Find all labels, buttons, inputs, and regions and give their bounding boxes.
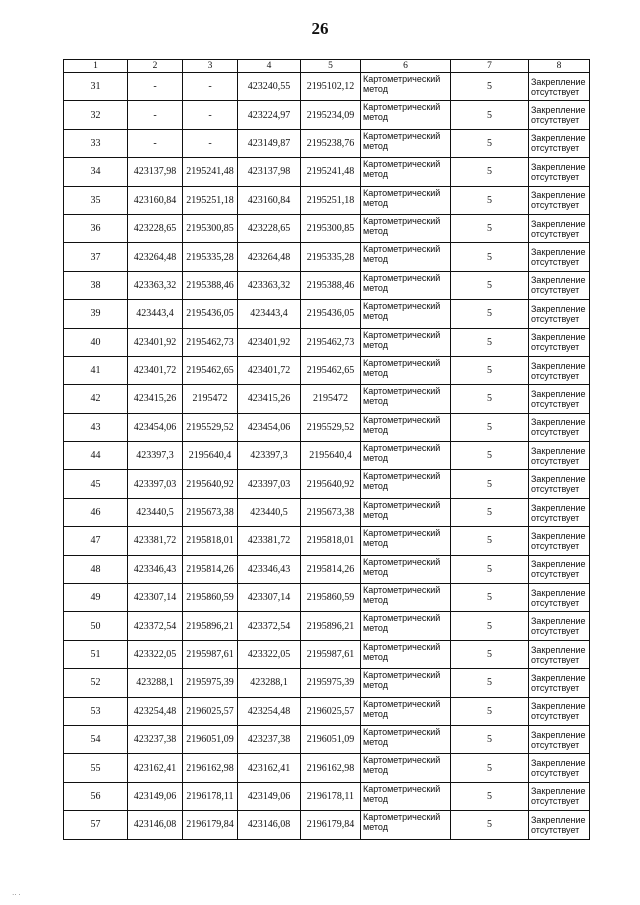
table-row [64, 73, 590, 101]
accuracy-cell: 5 [451, 385, 529, 413]
x-new-cell: 423149,87 [238, 129, 301, 157]
x-new-cell: 423228,65 [238, 214, 301, 242]
y-new-cell: 2195529,52 [301, 413, 361, 441]
table-row [64, 101, 590, 129]
x-old-cell: 423264,48 [128, 243, 183, 271]
table-row [64, 385, 590, 413]
x-new-cell: 423346,43 [238, 555, 301, 583]
method-cell: Картометрический метод [361, 73, 451, 101]
y-new-cell: 2195241,48 [301, 158, 361, 186]
x-new-cell: 423240,55 [238, 73, 301, 101]
y-new-cell: 2195975,39 [301, 669, 361, 697]
point-number-cell: 55 [64, 754, 128, 782]
x-new-cell: 423264,48 [238, 243, 301, 271]
point-number-cell: 37 [64, 243, 128, 271]
y-old-cell: 2196025,57 [183, 697, 238, 725]
table-row [64, 669, 590, 697]
method-cell: Картометрический метод [361, 725, 451, 753]
method-cell: Картометрический метод [361, 243, 451, 271]
x-new-cell: 423372,54 [238, 612, 301, 640]
point-number-cell: 42 [64, 385, 128, 413]
accuracy-cell: 5 [451, 782, 529, 810]
method-cell: Картометрический метод [361, 300, 451, 328]
table-row [64, 300, 590, 328]
y-new-cell: 2195251,18 [301, 186, 361, 214]
x-old-cell: 423237,38 [128, 725, 183, 753]
x-old-cell: 423401,92 [128, 328, 183, 356]
fixation-cell: Закрепление отсутствует [529, 697, 590, 725]
y-old-cell: 2196051,09 [183, 725, 238, 753]
accuracy-cell: 5 [451, 697, 529, 725]
fixation-cell: Закрепление отсутствует [529, 754, 590, 782]
table-row [64, 186, 590, 214]
point-number-cell: 36 [64, 214, 128, 242]
y-old-cell: 2195388,46 [183, 271, 238, 299]
y-new-cell: 2195640,4 [301, 442, 361, 470]
point-number-cell: 40 [64, 328, 128, 356]
point-number-cell: 38 [64, 271, 128, 299]
column-header: 7 [451, 60, 529, 73]
x-old-cell: 423346,43 [128, 555, 183, 583]
x-new-cell: 423440,5 [238, 498, 301, 526]
accuracy-cell: 5 [451, 612, 529, 640]
column-header: 5 [301, 60, 361, 73]
table-row [64, 612, 590, 640]
method-cell: Картометрический метод [361, 413, 451, 441]
method-cell: Картометрический метод [361, 584, 451, 612]
x-old-cell: - [128, 101, 183, 129]
table-row [64, 555, 590, 583]
point-number-cell: 49 [64, 584, 128, 612]
x-old-cell: 423401,72 [128, 356, 183, 384]
x-old-cell: 423454,06 [128, 413, 183, 441]
point-number-cell: 32 [64, 101, 128, 129]
accuracy-cell: 5 [451, 498, 529, 526]
point-number-cell: 35 [64, 186, 128, 214]
point-number-cell: 43 [64, 413, 128, 441]
fixation-cell: Закрепление отсутствует [529, 782, 590, 810]
accuracy-cell: 5 [451, 669, 529, 697]
x-old-cell: 423307,14 [128, 584, 183, 612]
x-old-cell: 423162,41 [128, 754, 183, 782]
x-old-cell: 423137,98 [128, 158, 183, 186]
column-header: 2 [128, 60, 183, 73]
table-row [64, 811, 590, 839]
point-number-cell: 44 [64, 442, 128, 470]
y-old-cell: 2195462,73 [183, 328, 238, 356]
y-old-cell: 2195818,01 [183, 527, 238, 555]
accuracy-cell: 5 [451, 442, 529, 470]
method-cell: Картометрический метод [361, 271, 451, 299]
y-old-cell: - [183, 129, 238, 157]
x-old-cell: 423149,06 [128, 782, 183, 810]
fixation-cell: Закрепление отсутствует [529, 640, 590, 668]
y-old-cell: 2195436,05 [183, 300, 238, 328]
y-new-cell: 2196051,09 [301, 725, 361, 753]
table-row [64, 470, 590, 498]
point-number-cell: 50 [64, 612, 128, 640]
y-new-cell: 2195462,73 [301, 328, 361, 356]
accuracy-cell: 5 [451, 158, 529, 186]
x-old-cell: 423443,4 [128, 300, 183, 328]
point-number-cell: 33 [64, 129, 128, 157]
point-number-cell: 46 [64, 498, 128, 526]
x-old-cell: 423322,05 [128, 640, 183, 668]
y-new-cell: 2195436,05 [301, 300, 361, 328]
accuracy-cell: 5 [451, 186, 529, 214]
point-number-cell: 34 [64, 158, 128, 186]
y-old-cell: - [183, 73, 238, 101]
point-number-cell: 51 [64, 640, 128, 668]
point-number-cell: 52 [64, 669, 128, 697]
y-new-cell: 2196162,98 [301, 754, 361, 782]
fixation-cell: Закрепление отсутствует [529, 669, 590, 697]
y-new-cell: 2195388,46 [301, 271, 361, 299]
point-number-cell: 47 [64, 527, 128, 555]
method-cell: Картометрический метод [361, 470, 451, 498]
method-cell: Картометрический метод [361, 697, 451, 725]
point-number-cell: 31 [64, 73, 128, 101]
fixation-cell: Закрепление отсутствует [529, 271, 590, 299]
y-new-cell: 2195462,65 [301, 356, 361, 384]
y-old-cell: 2195975,39 [183, 669, 238, 697]
method-cell: Картометрический метод [361, 754, 451, 782]
fixation-cell: Закрепление отсутствует [529, 101, 590, 129]
table-body [64, 73, 590, 840]
fixation-cell: Закрепление отсутствует [529, 725, 590, 753]
fixation-cell: Закрепление отсутствует [529, 811, 590, 839]
x-old-cell: 423146,08 [128, 811, 183, 839]
y-old-cell: 2195860,59 [183, 584, 238, 612]
x-new-cell: 423401,72 [238, 356, 301, 384]
y-new-cell: 2196025,57 [301, 697, 361, 725]
x-new-cell: 423363,32 [238, 271, 301, 299]
accuracy-cell: 5 [451, 73, 529, 101]
x-old-cell: 423288,1 [128, 669, 183, 697]
point-number-cell: 57 [64, 811, 128, 839]
fixation-cell: Закрепление отсутствует [529, 214, 590, 242]
y-old-cell: 2196178,11 [183, 782, 238, 810]
y-new-cell: 2195238,76 [301, 129, 361, 157]
x-new-cell: 423454,06 [238, 413, 301, 441]
y-new-cell: 2195472 [301, 385, 361, 413]
column-header: 6 [361, 60, 451, 73]
x-new-cell: 423397,03 [238, 470, 301, 498]
point-number-cell: 45 [64, 470, 128, 498]
point-number-cell: 39 [64, 300, 128, 328]
method-cell: Картометрический метод [361, 101, 451, 129]
x-old-cell: 423440,5 [128, 498, 183, 526]
y-old-cell: 2195673,38 [183, 498, 238, 526]
accuracy-cell: 5 [451, 129, 529, 157]
fixation-cell: Закрепление отсутствует [529, 328, 590, 356]
fixation-cell: Закрепление отсутствует [529, 555, 590, 583]
x-old-cell: 423372,54 [128, 612, 183, 640]
x-new-cell: 423254,48 [238, 697, 301, 725]
table-row [64, 527, 590, 555]
x-new-cell: 423443,4 [238, 300, 301, 328]
x-new-cell: 423322,05 [238, 640, 301, 668]
x-new-cell: 423146,08 [238, 811, 301, 839]
accuracy-cell: 5 [451, 640, 529, 668]
x-new-cell: 423149,06 [238, 782, 301, 810]
table-row [64, 782, 590, 810]
fixation-cell: Закрепление отсутствует [529, 186, 590, 214]
column-header: 4 [238, 60, 301, 73]
fixation-cell: Закрепление отсутствует [529, 243, 590, 271]
x-new-cell: 423162,41 [238, 754, 301, 782]
x-old-cell: 423397,3 [128, 442, 183, 470]
y-old-cell: 2196162,98 [183, 754, 238, 782]
x-new-cell: 423137,98 [238, 158, 301, 186]
y-new-cell: 2195818,01 [301, 527, 361, 555]
table-row [64, 754, 590, 782]
method-cell: Картометрический метод [361, 385, 451, 413]
point-number-cell: 53 [64, 697, 128, 725]
x-new-cell: 423401,92 [238, 328, 301, 356]
y-old-cell: 2195241,48 [183, 158, 238, 186]
table-row [64, 725, 590, 753]
method-cell: Картометрический метод [361, 555, 451, 583]
column-header: 3 [183, 60, 238, 73]
table-row [64, 356, 590, 384]
x-new-cell: 423160,84 [238, 186, 301, 214]
column-header: 1 [64, 60, 128, 73]
method-cell: Картометрический метод [361, 612, 451, 640]
y-new-cell: 2195102,12 [301, 73, 361, 101]
y-new-cell: 2196179,84 [301, 811, 361, 839]
fixation-cell: Закрепление отсутствует [529, 73, 590, 101]
x-new-cell: 423381,72 [238, 527, 301, 555]
point-number-cell: 41 [64, 356, 128, 384]
method-cell: Картометрический метод [361, 527, 451, 555]
x-old-cell: - [128, 73, 183, 101]
x-old-cell: 423397,03 [128, 470, 183, 498]
footer-mark: ·· · [12, 891, 21, 899]
accuracy-cell: 5 [451, 811, 529, 839]
table-row [64, 243, 590, 271]
fixation-cell: Закрепление отсутствует [529, 385, 590, 413]
accuracy-cell: 5 [451, 101, 529, 129]
method-cell: Картометрический метод [361, 640, 451, 668]
coordinates-table [63, 59, 590, 840]
accuracy-cell: 5 [451, 584, 529, 612]
accuracy-cell: 5 [451, 470, 529, 498]
x-new-cell: 423307,14 [238, 584, 301, 612]
x-old-cell: 423363,32 [128, 271, 183, 299]
accuracy-cell: 5 [451, 300, 529, 328]
x-old-cell: - [128, 129, 183, 157]
y-new-cell: 2195896,21 [301, 612, 361, 640]
method-cell: Картометрический метод [361, 356, 451, 384]
y-new-cell: 2195987,61 [301, 640, 361, 668]
accuracy-cell: 5 [451, 725, 529, 753]
method-cell: Картометрический метод [361, 328, 451, 356]
y-old-cell: 2195472 [183, 385, 238, 413]
x-new-cell: 423237,38 [238, 725, 301, 753]
y-old-cell: 2195251,18 [183, 186, 238, 214]
table-header [64, 60, 590, 73]
page-number: 26 [311, 19, 329, 38]
fixation-cell: Закрепление отсутствует [529, 158, 590, 186]
table-row [64, 498, 590, 526]
table-row [64, 640, 590, 668]
y-new-cell: 2195335,28 [301, 243, 361, 271]
method-cell: Картометрический метод [361, 498, 451, 526]
x-old-cell: 423415,26 [128, 385, 183, 413]
accuracy-cell: 5 [451, 754, 529, 782]
x-old-cell: 423254,48 [128, 697, 183, 725]
y-old-cell: 2195640,92 [183, 470, 238, 498]
y-old-cell: 2195640,4 [183, 442, 238, 470]
y-old-cell: 2195814,26 [183, 555, 238, 583]
y-old-cell: 2195896,21 [183, 612, 238, 640]
fixation-cell: Закрепление отсутствует [529, 498, 590, 526]
y-old-cell: - [183, 101, 238, 129]
accuracy-cell: 5 [451, 555, 529, 583]
fixation-cell: Закрепление отсутствует [529, 356, 590, 384]
point-number-cell: 54 [64, 725, 128, 753]
method-cell: Картометрический метод [361, 811, 451, 839]
table-row [64, 413, 590, 441]
fixation-cell: Закрепление отсутствует [529, 442, 590, 470]
accuracy-cell: 5 [451, 243, 529, 271]
table-row [64, 271, 590, 299]
method-cell: Картометрический метод [361, 158, 451, 186]
accuracy-cell: 5 [451, 413, 529, 441]
method-cell: Картометрический метод [361, 669, 451, 697]
table-row [64, 584, 590, 612]
fixation-cell: Закрепление отсутствует [529, 612, 590, 640]
table-row [64, 158, 590, 186]
fixation-cell: Закрепление отсутствует [529, 584, 590, 612]
fixation-cell: Закрепление отсутствует [529, 129, 590, 157]
y-new-cell: 2195234,09 [301, 101, 361, 129]
x-new-cell: 423224,97 [238, 101, 301, 129]
x-old-cell: 423381,72 [128, 527, 183, 555]
x-new-cell: 423288,1 [238, 669, 301, 697]
method-cell: Картометрический метод [361, 129, 451, 157]
column-header: 8 [529, 60, 590, 73]
fixation-cell: Закрепление отсутствует [529, 470, 590, 498]
y-new-cell: 2195300,85 [301, 214, 361, 242]
fixation-cell: Закрепление отсутствует [529, 300, 590, 328]
y-old-cell: 2195300,85 [183, 214, 238, 242]
x-old-cell: 423160,84 [128, 186, 183, 214]
y-old-cell: 2195987,61 [183, 640, 238, 668]
y-old-cell: 2195462,65 [183, 356, 238, 384]
table-row [64, 129, 590, 157]
y-new-cell: 2195640,92 [301, 470, 361, 498]
header-row [64, 60, 590, 73]
method-cell: Картометрический метод [361, 186, 451, 214]
method-cell: Картометрический метод [361, 442, 451, 470]
y-new-cell: 2195814,26 [301, 555, 361, 583]
x-old-cell: 423228,65 [128, 214, 183, 242]
y-old-cell: 2195335,28 [183, 243, 238, 271]
fixation-cell: Закрепление отсутствует [529, 413, 590, 441]
accuracy-cell: 5 [451, 527, 529, 555]
point-number-cell: 48 [64, 555, 128, 583]
y-new-cell: 2196178,11 [301, 782, 361, 810]
accuracy-cell: 5 [451, 271, 529, 299]
method-cell: Картометрический метод [361, 782, 451, 810]
accuracy-cell: 5 [451, 214, 529, 242]
point-number-cell: 56 [64, 782, 128, 810]
y-new-cell: 2195860,59 [301, 584, 361, 612]
table-row [64, 442, 590, 470]
y-old-cell: 2195529,52 [183, 413, 238, 441]
table-row [64, 697, 590, 725]
table-row [64, 214, 590, 242]
y-old-cell: 2196179,84 [183, 811, 238, 839]
table-row [64, 328, 590, 356]
accuracy-cell: 5 [451, 328, 529, 356]
y-new-cell: 2195673,38 [301, 498, 361, 526]
fixation-cell: Закрепление отсутствует [529, 527, 590, 555]
accuracy-cell: 5 [451, 356, 529, 384]
method-cell: Картометрический метод [361, 214, 451, 242]
x-new-cell: 423415,26 [238, 385, 301, 413]
x-new-cell: 423397,3 [238, 442, 301, 470]
